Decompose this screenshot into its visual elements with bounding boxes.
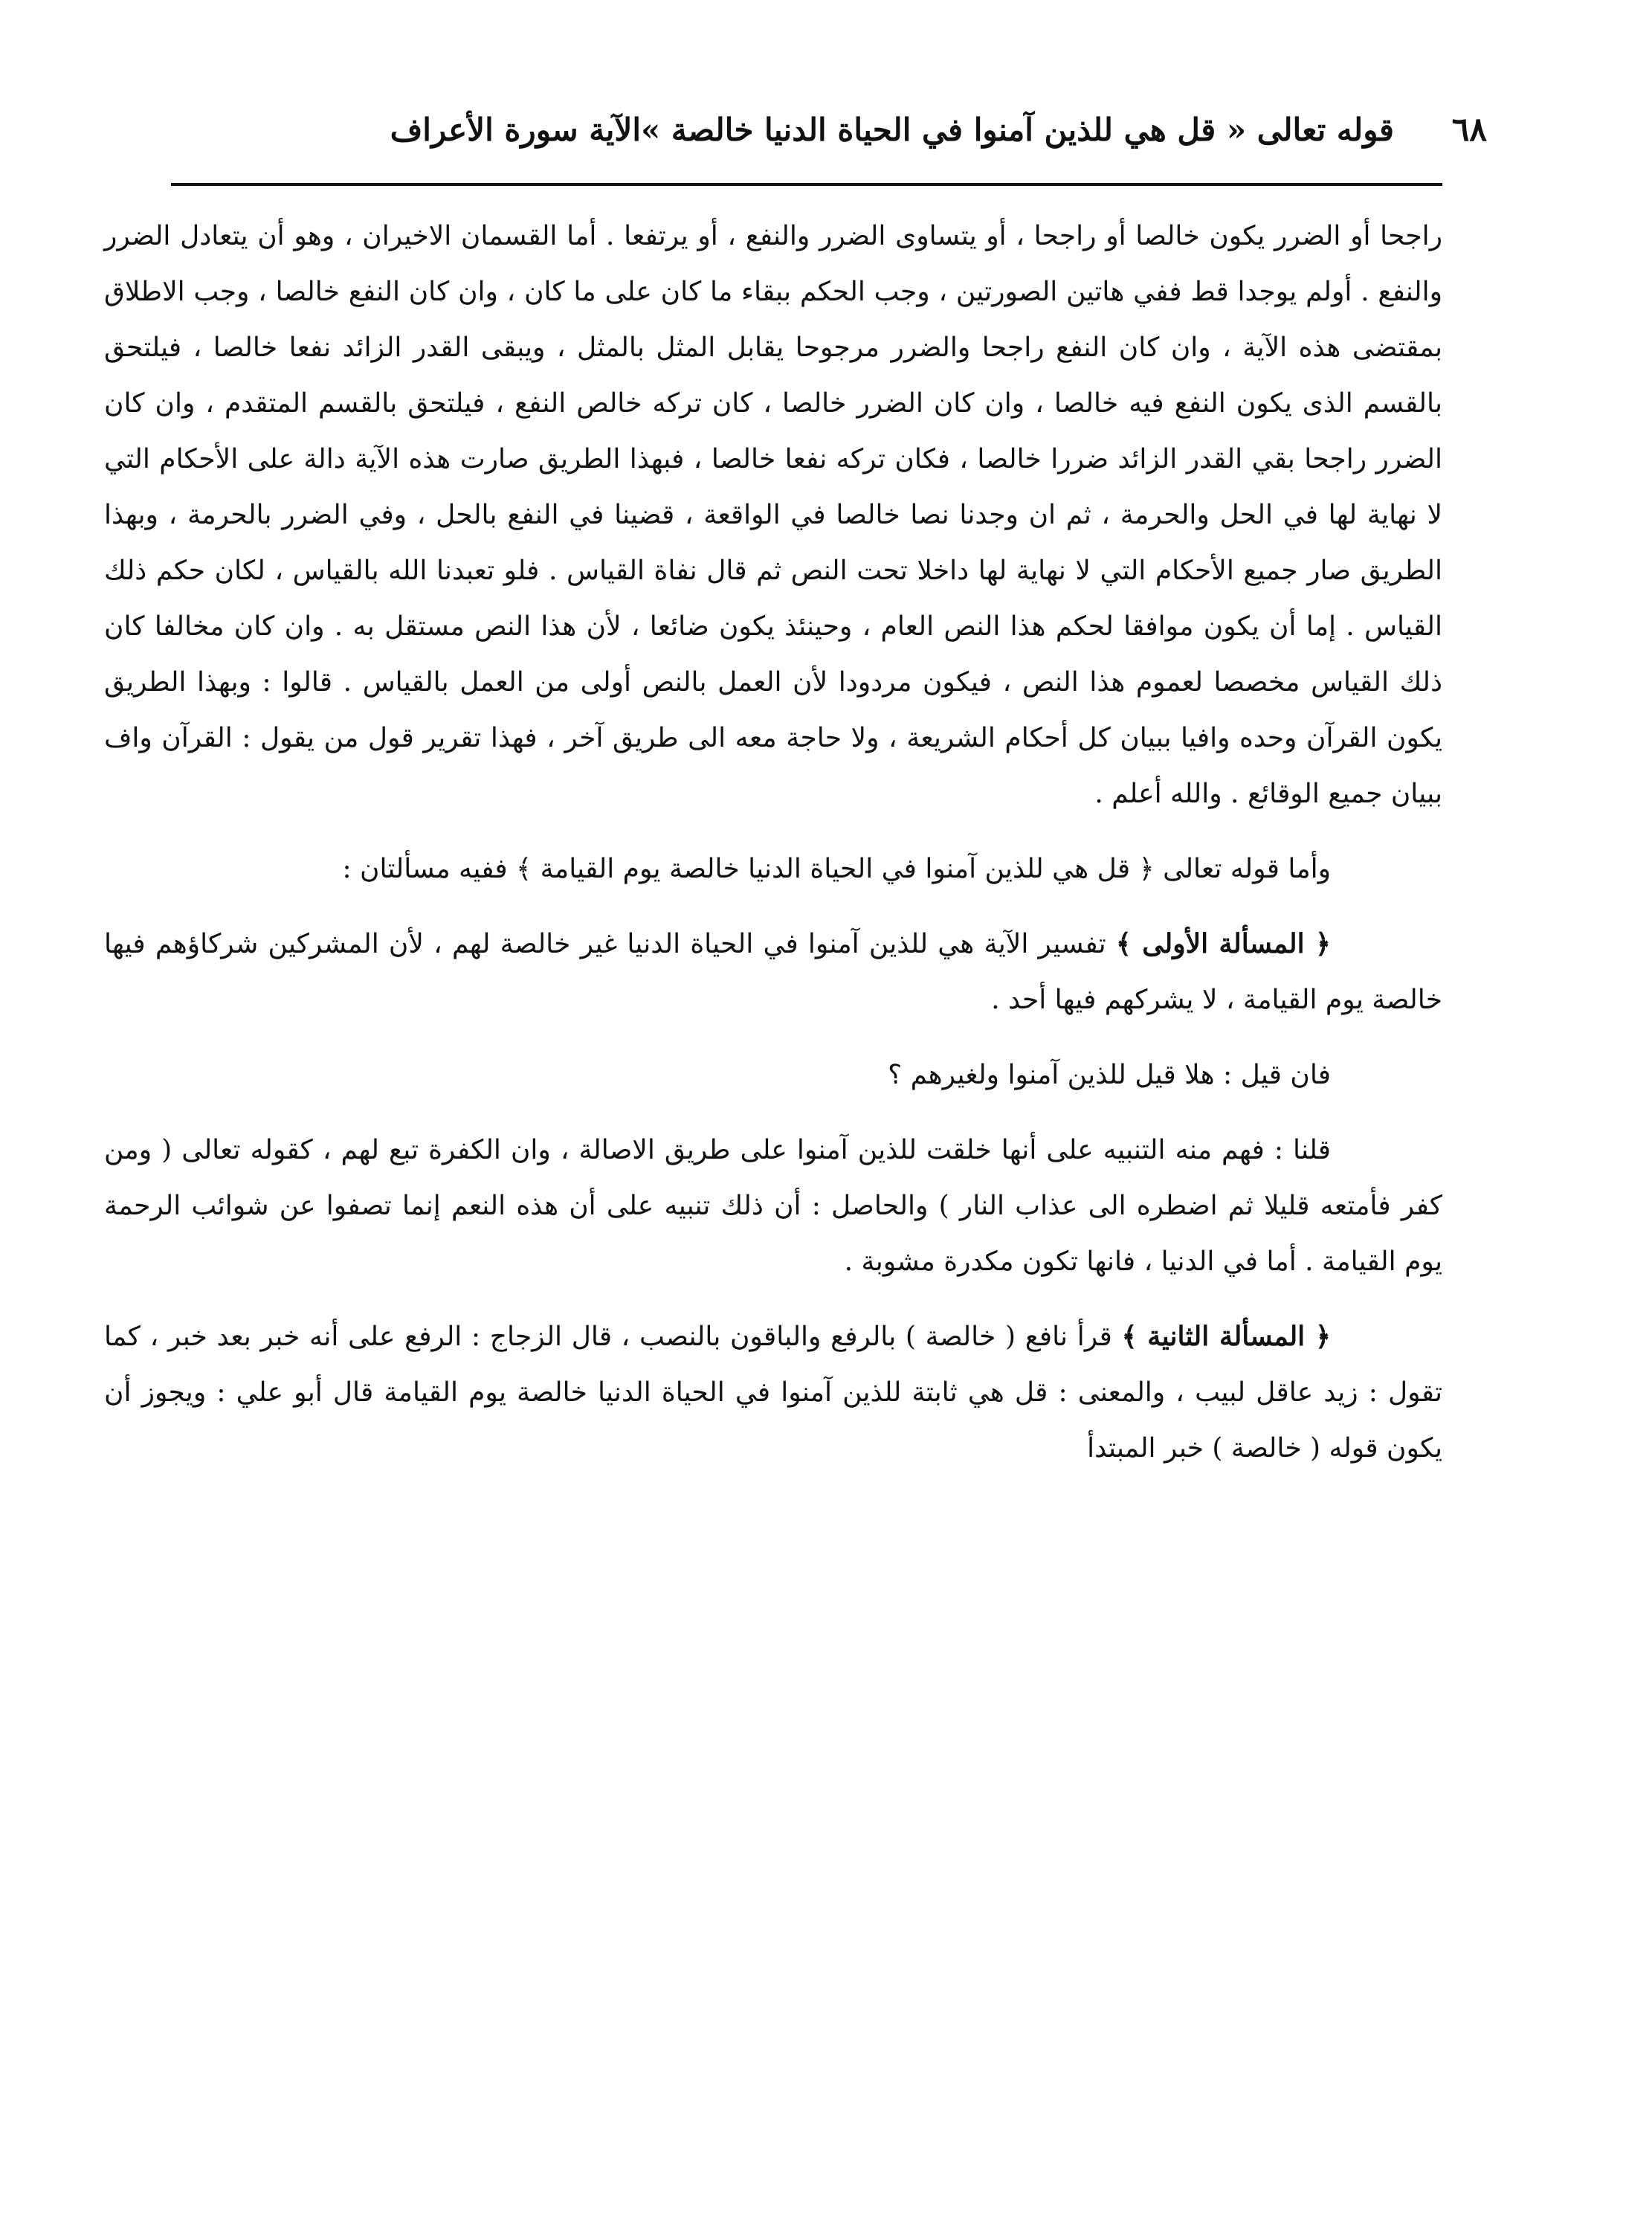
paragraph-3-text: تفسير الآية هي للذين آمنوا في الحياة الدنيا غير خالصة لهم ، لأن المشركين شركاؤهم فيها خالصة يوم القيامة ، لا يشركهم فيها أحد .	[104, 929, 1442, 1015]
paragraph-2-text: وأما قوله تعالى ﴿ قل هي للذين آمنوا في الحياة الدنيا خالصة يوم القيامة ﴾ ففيه مسألتان :	[342, 854, 1331, 884]
paragraph-5-text: قلنا : فهم منه التنبيه على أنها خلقت للذين آمنوا على طريق الاصالة ، وان الكفرة تبع لهم ، كقوله تعالى ( ومن كفر فأمتعه قليلا ثم اضطره الى عذاب النار ) والحاصل : أن ذلك تنبيه على أن هذه النعم إنما تصفوا عن شوائب الرحمة يوم القيامة . أما في الدنيا ، فانها تكون مكدرة مشوبة .	[104, 1135, 1442, 1277]
paragraph-1	[104, 208, 1442, 822]
paragraph-6	[104, 1309, 1442, 1476]
paragraph-4-text: فان قيل : هلا قيل للذين آمنوا ولغيرهم ؟	[888, 1060, 1331, 1090]
body-text	[104, 208, 1442, 1476]
paragraph-3	[104, 916, 1442, 1028]
running-title: قوله تعالى « قل هي للذين آمنوا في الحياة الدنيا خالصة »الآية سورة الأعراف	[390, 112, 1394, 148]
paragraph-4	[104, 1047, 1442, 1103]
header-divider	[171, 183, 1442, 186]
issue-heading-2: ﴿ المسألة الثانية ﴾	[1121, 1321, 1331, 1352]
page-header	[171, 104, 1487, 178]
paragraph-2	[104, 841, 1442, 897]
page-number: ٦٨	[1451, 111, 1487, 149]
paragraph-6-text: قرأ نافع ( خالصة ) بالرفع والباقون بالنصب ، قال الزجاج : الرفع على أنه خبر بعد خبر ، كما تقول : زيد عاقل لبيب ، والمعنى : قل هي ثابتة للذين آمنوا في الحياة الدنيا خالصة يوم القيامة قال أبو علي : ويجوز أن يكون قوله ( خالصة ) خبر المبتدأ	[104, 1322, 1442, 1464]
paragraph-1-text: راجحا أو الضرر يكون خالصا أو راجحا ، أو يتساوى الضرر والنفع ، أو يرتفعا . أما القسمان الاخيران ، وهو أن يتعادل الضرر والنفع . أولم يوجدا قط ففي هاتين الصورتين ، وجب الحكم ببقاء ما كان على ما كان ، وان كان النفع خالصا ، وجب الاطلاق بمقتضى هذه الآية ، وان كان النفع راجحا والضرر مرجوحا يقابل المثل بالمثل ، ويبقى القدر الزائد نفعا خالصا ، فيلتحق بالقسم الذى يكون النفع فيه خالصا ، وان كان الضرر خالصا ، كان تركه خالص النفع ، فيلتحق بالقسم المتقدم ، وان كان الضرر راجحا بقي القدر الزائد ضررا خالصا ، فكان تركه نفعا خالصا ، فبهذا الطريق صارت هذه الآية دالة على الأحكام التي لا نهاية لها في الحل والحرمة ، ثم ان وجدنا نصا خالصا في الواقعة ، قضينا في النفع بالحل ، وفي الضرر بالحرمة ، وبهذا الطريق صار جميع الأحكام التي لا نهاية لها داخلا تحت النص ثم قال نفاة القياس . فلو تعبدنا الله بالقياس ، لكان حكم ذلك القياس . إما أن يكون موافقا لحكم هذا النص العام ، وحينئذ يكون ضائعا ، لأن هذا النص مستقل به . وان كان مخالفا كان ذلك القياس مخصصا لعموم هذا النص ، فيكون مردودا لأن العمل بالنص أولى من العمل بالقياس . قالوا : وبهذا الطريق يكون القرآن وحده وافيا ببيان كل أحكام الشريعة ، ولا حاجة معه الى طريق آخر ، فهذا تقرير قول من يقول : القرآن واف ببيان جميع الوقائع . والله أعلم .	[104, 221, 1442, 809]
issue-heading-1: ﴿ المسألة الأولى ﴾	[1115, 928, 1331, 959]
paragraph-5	[104, 1122, 1442, 1290]
